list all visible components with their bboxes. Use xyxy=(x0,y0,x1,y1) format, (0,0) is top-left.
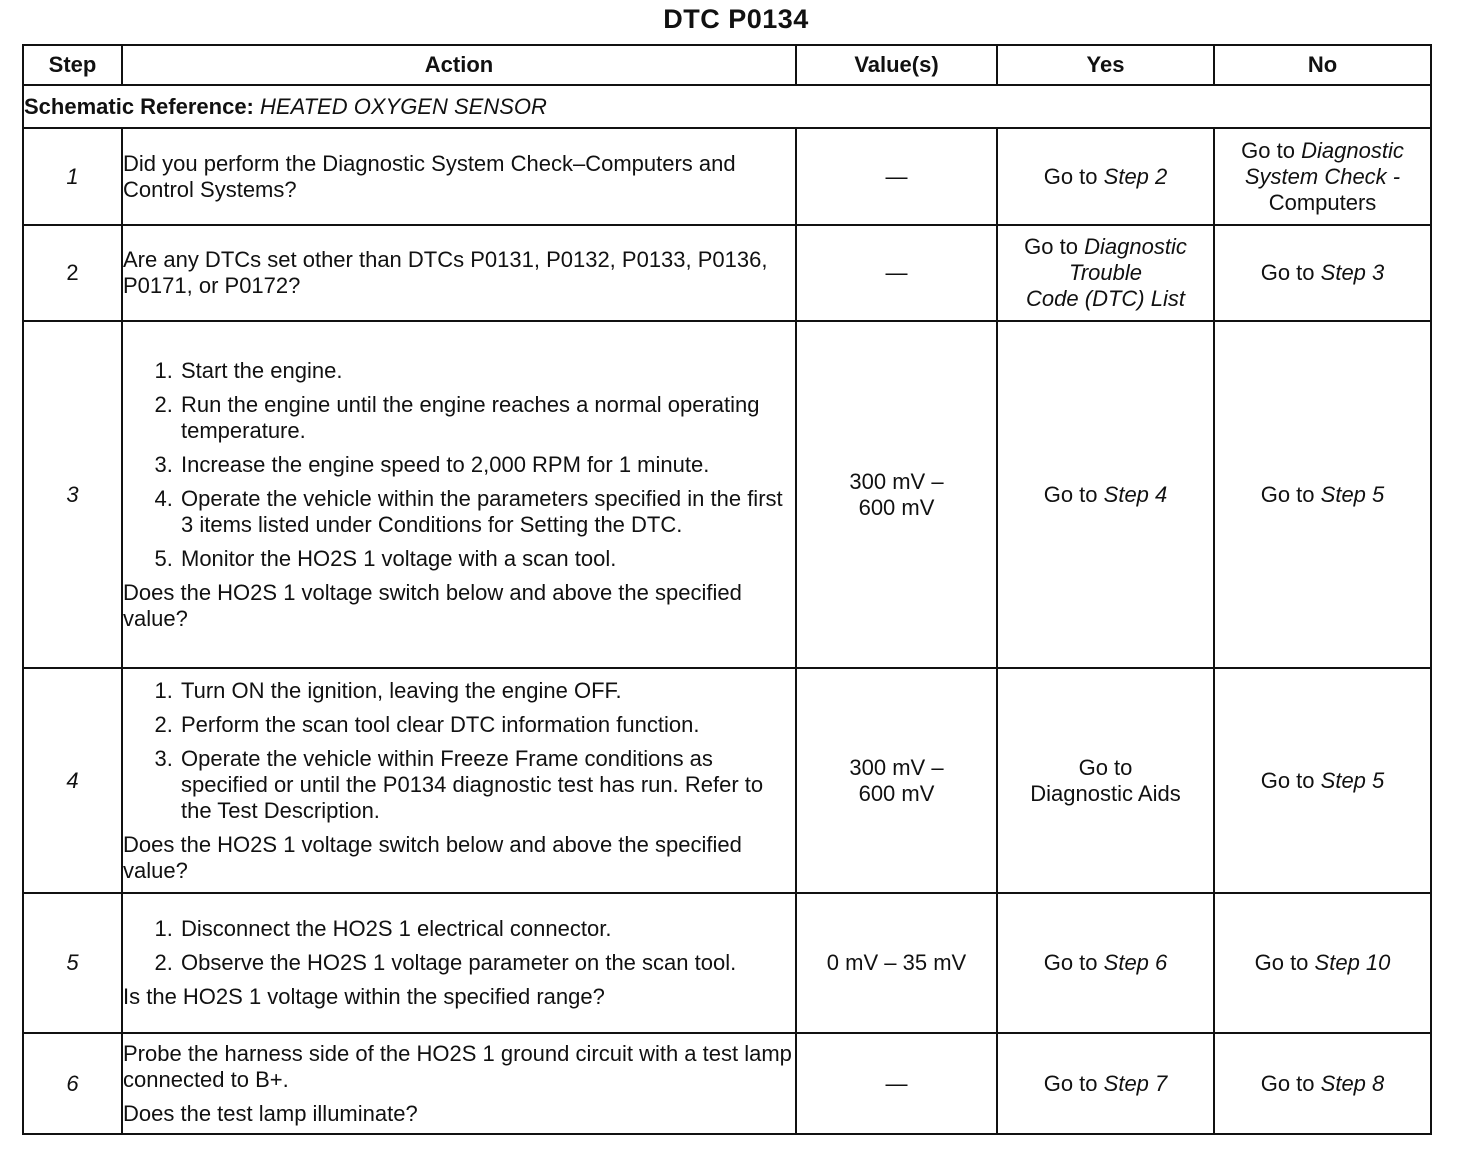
yes-step-link[interactable]: Step 7 xyxy=(1103,1070,1168,1096)
action-step-item: 3. Operate the vehicle within Freeze Frame conditions as specified or until the P0134 diagnostic test has run. Refer to the Test Description. xyxy=(179,746,795,824)
step-row-2 xyxy=(23,225,1431,321)
yes-cell xyxy=(997,1033,1214,1134)
action-question: Is the HO2S 1 voltage within the specified range? xyxy=(123,984,605,1009)
yes-cell xyxy=(997,321,1214,668)
value-cell: 0 mV – 35 mV xyxy=(796,893,997,1033)
no-cell xyxy=(1214,668,1431,893)
no-step-link[interactable]: Step 8 xyxy=(1320,1070,1385,1096)
yes-step-link[interactable]: Step 6 xyxy=(1103,950,1168,975)
action-step-item: 1. Disconnect the HO2S 1 electrical connector. xyxy=(179,916,795,942)
schematic-reference-row xyxy=(23,85,1431,128)
step-number: 1 xyxy=(23,128,122,225)
goto-prefix: Go to xyxy=(1241,137,1295,163)
action-cell xyxy=(122,1033,796,1134)
goto-prefix: Go to xyxy=(1260,1070,1315,1096)
diagnostic-aids-link[interactable]: Diagnostic Aids xyxy=(1030,780,1181,806)
value-line2: 600 mV xyxy=(858,780,935,806)
value-line1: 300 mV – xyxy=(849,468,944,494)
yes-link-line2[interactable]: Trouble xyxy=(1069,260,1142,285)
value-cell: — xyxy=(796,1033,997,1134)
goto-prefix: Go to xyxy=(1024,234,1078,259)
schematic-label: Schematic Reference: xyxy=(24,93,254,119)
action-cell xyxy=(122,321,796,668)
value-line2: 600 mV xyxy=(858,494,935,520)
action-cell xyxy=(122,128,796,225)
yes-line1: Go to xyxy=(1078,754,1133,780)
step-row-5 xyxy=(23,893,1431,1033)
no-cell xyxy=(1214,893,1431,1033)
action-step-item: 2. Observe the HO2S 1 voltage parameter on the scan tool. xyxy=(179,950,795,976)
value-line1: 300 mV – xyxy=(849,754,944,780)
no-step-link[interactable]: Step 5 xyxy=(1320,767,1385,793)
no-cell xyxy=(1214,225,1431,321)
header-values: Value(s) xyxy=(796,45,997,85)
action-steps xyxy=(123,916,795,976)
action-cell xyxy=(122,893,796,1033)
header-step: Step xyxy=(23,45,122,85)
goto-prefix: Go to xyxy=(1043,481,1098,507)
action-steps xyxy=(123,358,795,572)
goto-prefix: Go to xyxy=(1254,950,1309,975)
action-step-item: 1. Turn ON the ignition, leaving the engine OFF. xyxy=(179,678,795,704)
header-yes: Yes xyxy=(997,45,1214,85)
step-row-6 xyxy=(23,1033,1431,1134)
goto-prefix: Go to xyxy=(1043,950,1098,975)
action-step-item: 3. Increase the engine speed to 2,000 RPM for 1 minute. xyxy=(179,452,795,478)
header-row xyxy=(23,45,1431,85)
yes-cell xyxy=(997,668,1214,893)
action-step-item: 2. Perform the scan tool clear DTC information function. xyxy=(179,712,795,738)
step-row-4 xyxy=(23,668,1431,893)
goto-prefix: Go to xyxy=(1043,163,1098,189)
action-question: Did you perform the Diagnostic System Check–Computers and Control Systems? xyxy=(123,150,736,202)
no-step-link[interactable]: Step 5 xyxy=(1320,481,1385,507)
action-instruction: Probe the harness side of the HO2S 1 ground circuit with a test lamp connected to B+. xyxy=(123,1040,792,1092)
action-steps xyxy=(123,678,795,824)
step-number: 6 xyxy=(23,1033,122,1134)
step-number: 2 xyxy=(23,225,122,321)
value-cell: — xyxy=(796,225,997,321)
yes-cell xyxy=(997,225,1214,321)
action-cell xyxy=(122,668,796,893)
yes-link-line1[interactable]: Diagnostic xyxy=(1084,234,1187,259)
yes-link-line3[interactable]: Code (DTC) List xyxy=(1026,286,1185,311)
value-cell xyxy=(796,321,997,668)
value-cell: — xyxy=(796,128,997,225)
goto-prefix: Go to xyxy=(1260,260,1315,285)
action-question: Does the test lamp illuminate? xyxy=(123,1100,418,1126)
no-cell xyxy=(1214,321,1431,668)
value-cell xyxy=(796,668,997,893)
goto-prefix: Go to xyxy=(1260,481,1315,507)
action-question: Are any DTCs set other than DTCs P0131, P0132, P0133, P0136, P0171, or P0172? xyxy=(123,247,768,298)
schematic-value: HEATED OXYGEN SENSOR xyxy=(260,93,547,119)
step-row-3 xyxy=(23,321,1431,668)
header-no: No xyxy=(1214,45,1431,85)
schematic-reference xyxy=(23,85,1431,128)
page-title: DTC P0134 xyxy=(663,4,809,34)
step-number: 3 xyxy=(23,321,122,668)
step-number: 5 xyxy=(23,893,122,1033)
step-number: 4 xyxy=(23,668,122,893)
action-step-item: 4. Operate the vehicle within the parameters specified in the first 3 items listed under Conditions for Setting the DTC. xyxy=(179,486,795,538)
action-step-item: 1. Start the engine. xyxy=(179,358,795,384)
yes-step-link[interactable]: Step 4 xyxy=(1103,481,1168,507)
no-link-line3[interactable]: Computers xyxy=(1268,189,1377,215)
step-row-1 xyxy=(23,128,1431,225)
no-step-link[interactable]: Step 10 xyxy=(1314,950,1391,975)
no-link-line2[interactable]: System Check - xyxy=(1244,163,1401,189)
no-step-link[interactable]: Step 3 xyxy=(1320,260,1385,285)
goto-prefix: Go to xyxy=(1043,1070,1098,1096)
action-cell xyxy=(122,225,796,321)
no-cell xyxy=(1214,128,1431,225)
action-question: Does the HO2S 1 voltage switch below and above the specified value? xyxy=(123,831,742,883)
action-step-item: 2. Run the engine until the engine reaches a normal operating temperature. xyxy=(179,392,795,444)
yes-cell xyxy=(997,893,1214,1033)
action-question: Does the HO2S 1 voltage switch below and above the specified value? xyxy=(123,579,742,631)
yes-cell xyxy=(997,128,1214,225)
no-link-line1[interactable]: Diagnostic xyxy=(1301,137,1404,163)
action-step-item: 5. Monitor the HO2S 1 voltage with a scan tool. xyxy=(179,546,795,572)
header-action: Action xyxy=(122,45,796,85)
diagnostic-table xyxy=(22,44,1432,1135)
yes-step-link[interactable]: Step 2 xyxy=(1103,163,1168,189)
goto-prefix: Go to xyxy=(1260,767,1315,793)
no-cell xyxy=(1214,1033,1431,1134)
